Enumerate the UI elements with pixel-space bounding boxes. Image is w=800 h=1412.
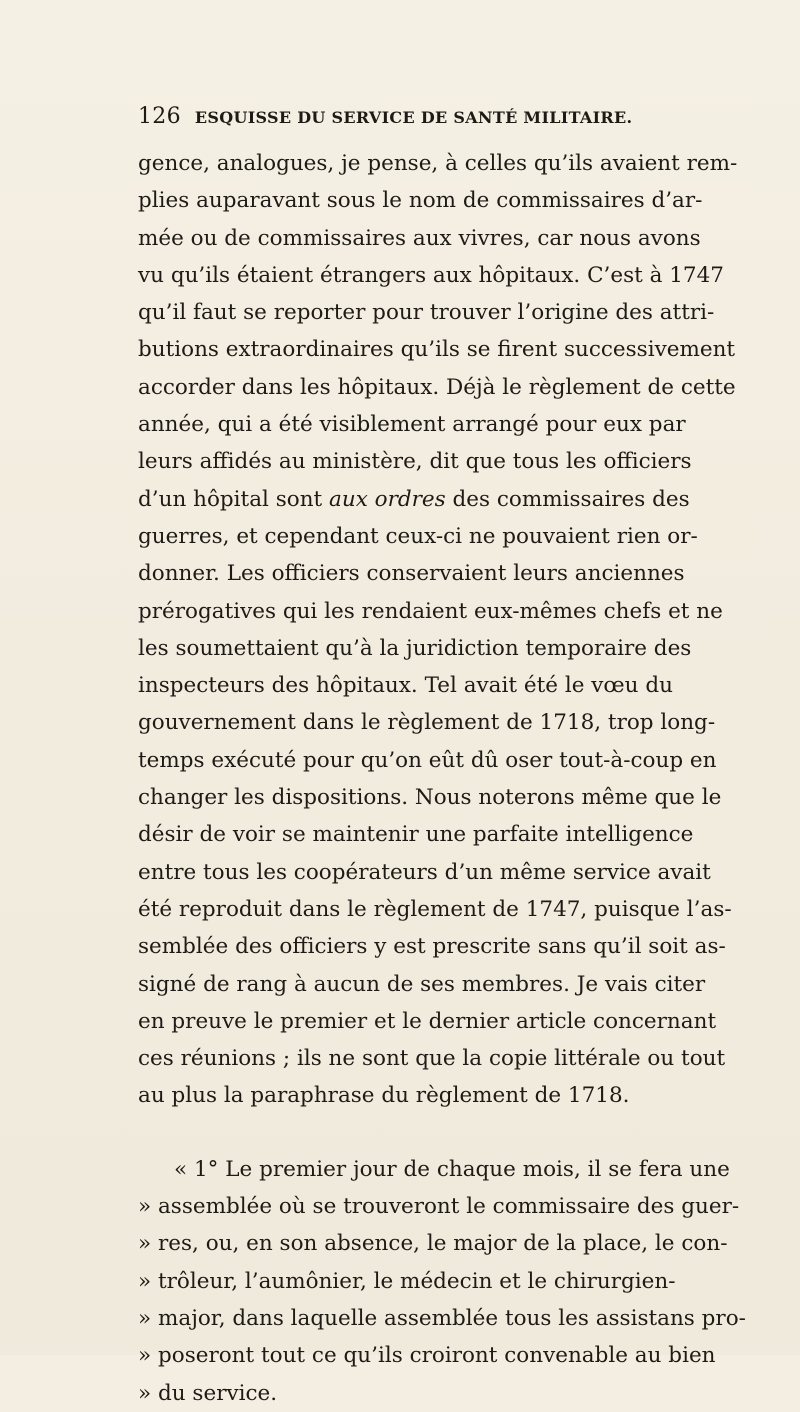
page-number: 126 — [138, 104, 181, 129]
text-line: au plus la paraphrase du règlement de 1718. — [138, 1083, 630, 1109]
paragraph-1 — [138, 145, 738, 1115]
text-line: changer les dispositions. Nous noterons même que le — [138, 785, 722, 811]
text-line: leurs affidés au ministère, dit que tous les officiers — [138, 449, 692, 475]
paragraph-gap — [138, 1115, 673, 1151]
running-title: ESQUISSE DU SERVICE DE SANTÉ MILITAIRE. — [194, 108, 633, 127]
text-line: en preuve le premier et le dernier article concernant — [138, 1008, 717, 1034]
text-line: » du service. — [138, 1380, 278, 1406]
text-segment: d’un hôpital sont — [138, 486, 330, 512]
text-line: désir de voir se maintenir une parfaite intelligence — [138, 822, 694, 848]
paragraph-2-quotation — [138, 1151, 746, 1412]
text-line: gouvernement dans le règlement de 1718, trop long- — [138, 710, 716, 736]
text-line: vu qu’ils étaient étrangers aux hôpitaux. C’est à 1747 — [138, 262, 724, 288]
text-line: « 1° Le premier jour de chaque mois, il se fera une — [174, 1156, 730, 1182]
text-line: donner. Les officiers conservaient leurs anciennes — [138, 561, 685, 587]
text-line: » res, ou, en son absence, le major de la place, le con- — [138, 1231, 728, 1257]
text-line: accorder dans les hôpitaux. Déjà le règlement de cette — [138, 374, 736, 400]
running-header — [138, 104, 668, 129]
text-line: gence, analogues, je pense, à celles qu’ils avaient rem- — [138, 151, 738, 176]
text-line: » assemblée où se trouveront le commissaire des guer- — [138, 1194, 740, 1220]
text-line: qu’il faut se reporter pour trouver l’origine des attri- — [138, 300, 715, 326]
text-line: ces réunions ; ils ne sont que la copie littérale ou tout — [138, 1046, 726, 1072]
text-line — [138, 481, 690, 518]
italic-phrase: aux ordres — [329, 486, 446, 512]
text-line: » trôleur, l’aumônier, le médecin et le chirurgien- — [138, 1268, 676, 1294]
text-line: été reproduit dans le règlement de 1747, puisque l’as- — [138, 896, 732, 922]
text-line: butions extraordinaires qu’ils se firent successivement — [138, 337, 736, 363]
text-line: plies auparavant sous le nom de commissaires d’ar- — [138, 188, 703, 214]
text-segment: des commissaires des — [445, 486, 690, 512]
text-line: entre tous les coopérateurs d’un même service avait — [138, 859, 711, 885]
text-line: guerres, et cependant ceux-ci ne pouvaient rien or- — [138, 523, 698, 549]
text-line: temps exécuté pour qu’on eût dû oser tout-à-coup en — [138, 747, 717, 773]
text-line: prérogatives qui les rendaient eux-mêmes chefs et ne — [138, 598, 723, 624]
text-line: les soumettaient qu’à la juridiction temporaire des — [138, 635, 692, 661]
text-line: semblée des officiers y est prescrite sans qu’il soit as- — [138, 934, 726, 960]
text-line: » major, dans laquelle assemblée tous les assistans pro- — [138, 1305, 746, 1331]
text-line: inspecteurs des hôpitaux. Tel avait été le vœu du — [138, 673, 673, 699]
text-line: signé de rang à aucun de ses membres. Je vais citer — [138, 971, 706, 997]
page-body — [138, 145, 746, 1412]
text-line: mée ou de commissaires aux vivres, car nous avons — [138, 225, 701, 251]
text-line: » poseront tout ce qu’ils croiront convenable au bien — [138, 1343, 716, 1369]
text-line: année, qui a été visiblement arrangé pour eux par — [138, 412, 686, 438]
